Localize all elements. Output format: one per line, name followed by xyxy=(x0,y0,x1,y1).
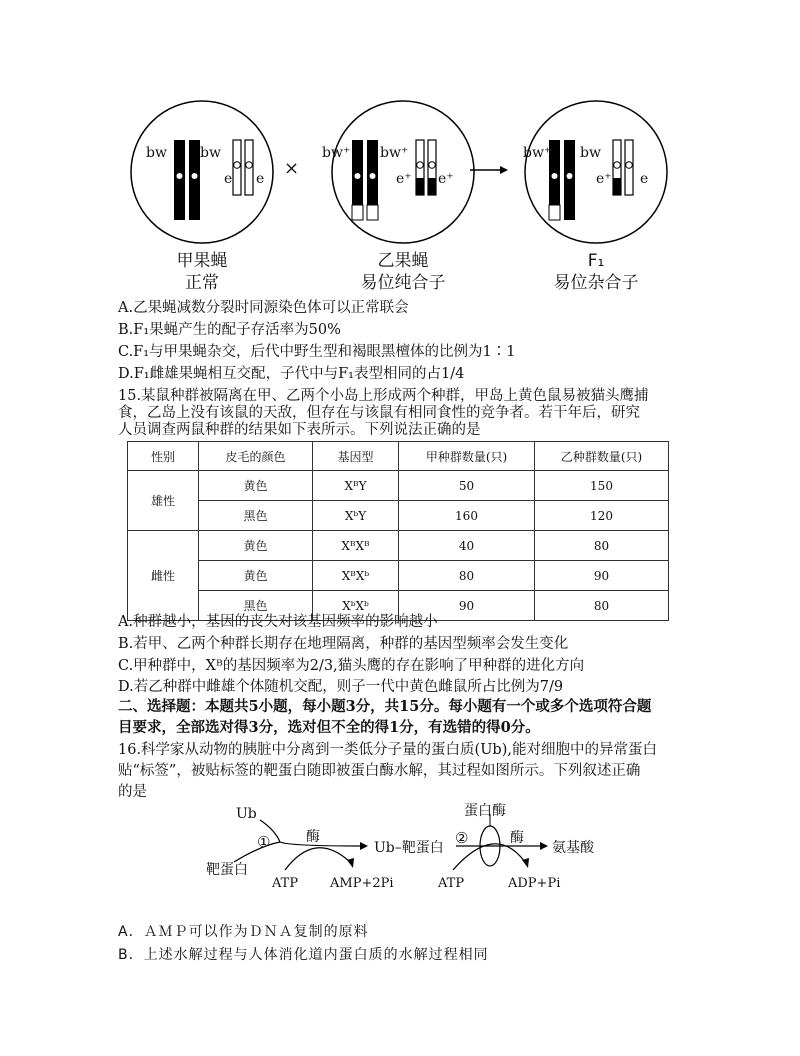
population-table xyxy=(127,441,669,621)
q14-option-c: C.F₁与甲果蝇杂交，后代中野生型和褐眼黑檀体的比例为1∶1 xyxy=(118,344,516,360)
cell-pop-a: 80 xyxy=(399,561,535,591)
section2-heading-1: 二、选择题：本题共5小题，每小题3分，共15分。每小题有一个或多个选项符合题 xyxy=(118,698,652,715)
cell-genotype: XᴮY xyxy=(313,471,399,501)
caption-f1-1: F₁ xyxy=(587,251,605,271)
diagram-step2: ② xyxy=(455,829,469,847)
cell-color: 黄色 xyxy=(199,471,313,501)
q15-stem-3: 人员调查两鼠种群的结果如下表所示。下列说法正确的是 xyxy=(118,422,481,438)
diagram-target: 靶蛋白 xyxy=(206,862,248,878)
diagram-product: Ub–靶蛋白 xyxy=(374,840,444,856)
label-bw-3a: bw⁺ xyxy=(523,145,552,161)
q16-option-b: B．上述水解过程与人体消化道内蛋白质的水解过程相同 xyxy=(118,947,489,963)
cell-color: 黄色 xyxy=(199,561,313,591)
label-e-2b: e⁺ xyxy=(438,171,454,187)
caption-yi-2: 易位纯合子 xyxy=(360,273,446,293)
q15-option-c: C.甲种群中，Xᴮ的基因频率为2/3,猫头鹰的存在影响了甲种群的进化方向 xyxy=(118,658,585,674)
q15-option-a: A.种群越小，基因的丧失对该基因频率的影响越小 xyxy=(118,614,438,630)
cell-pop-a: 160 xyxy=(399,501,535,531)
th-pop-a: 甲种群数量(只) xyxy=(399,442,535,471)
cell-color: 黑色 xyxy=(199,591,313,621)
cell-color: 黄色 xyxy=(199,531,313,561)
q14-option-d: D.F₁雌雄果蝇相互交配，子代中与F₁表型相同的占1/4 xyxy=(118,366,465,382)
q16-stem-2: 贴“标签”，被贴标签的靶蛋白随即被蛋白酶水解，其过程如图所示。下列叙述正确 xyxy=(118,763,641,779)
cell-color: 黑色 xyxy=(199,501,313,531)
th-pop-b: 乙种群数量(只) xyxy=(535,442,669,471)
cell-pop-b: 150 xyxy=(535,471,669,501)
label-bw-1b: bw xyxy=(200,145,221,161)
cell-genotype: XᵇXᵇ xyxy=(313,591,399,621)
th-sex: 性别 xyxy=(128,442,199,471)
th-genotype: 基因型 xyxy=(313,442,399,471)
diagram-enzyme1: 酶 xyxy=(306,829,320,845)
cell-sex: 雄性 xyxy=(128,471,199,531)
q16-option-a: A．ＡＭＰ可以作为ＤＮＡ复制的原料 xyxy=(118,924,369,940)
label-e-2a: e⁺ xyxy=(396,171,412,187)
caption-jia-2: 正常 xyxy=(185,273,219,293)
q15-option-b: B.若甲、乙两个种群长期存在地理隔离，种群的基因型频率会发生变化 xyxy=(118,636,569,652)
q16-stem-3: 的是 xyxy=(118,784,147,800)
cell-pop-b: 80 xyxy=(535,531,669,561)
cell-pop-b: 120 xyxy=(535,501,669,531)
q16-stem-1: 16.科学家从动物的胰脏中分离到一类低分子量的蛋白质(Ub),能对细胞中的异常蛋白 xyxy=(118,742,657,758)
cell-genotype: XᴮXᵇ xyxy=(313,561,399,591)
table-row xyxy=(128,561,669,591)
label-e-1b: e xyxy=(256,171,265,187)
section2-heading-2: 目要求，全部选对得3分，选对但不全的得1分，有选错的得0分。 xyxy=(118,719,540,736)
table-row xyxy=(128,501,669,531)
diagram-step1: ① xyxy=(257,833,271,851)
cell-jia xyxy=(131,101,273,243)
cell-genotype: XᵇY xyxy=(313,501,399,531)
label-bw-2a: bw⁺ xyxy=(322,145,351,161)
label-e-1a: e xyxy=(224,171,233,187)
label-e-3a: e⁺ xyxy=(596,171,612,187)
table-header-row xyxy=(128,442,669,471)
caption-jia-1: 甲果蝇 xyxy=(176,251,228,271)
table-row xyxy=(128,531,669,561)
cell-genotype: XᴮXᴮ xyxy=(313,531,399,561)
diagram-amp: AMP+2Pi xyxy=(330,876,394,891)
diagram-protease: 蛋白酶 xyxy=(464,803,506,819)
diagram-atp2: ATP xyxy=(438,876,465,891)
cross-symbol: × xyxy=(284,158,300,179)
diagram-amino-acid: 氨基酸 xyxy=(552,840,594,856)
caption-yi-1: 乙果蝇 xyxy=(377,251,429,271)
label-e-3b: e xyxy=(640,171,649,187)
cell-pop-a: 90 xyxy=(399,591,535,621)
label-bw-2b: bw⁺ xyxy=(380,145,409,161)
diagram-atp1: ATP xyxy=(272,876,299,891)
cell-sex: 雌性 xyxy=(128,531,199,621)
cell-pop-b: 80 xyxy=(535,591,669,621)
th-color: 皮毛的颜色 xyxy=(199,442,313,471)
diagram-ub: Ub xyxy=(236,806,257,822)
q15-stem-2: 食，乙岛上没有该鼠的天敌，但存在与该鼠有相同食性的竞争者。若干年后，研究 xyxy=(118,405,640,421)
label-bw-1a: bw xyxy=(146,145,167,161)
q14-option-b: B.F₁果蝇产生的配子存活率为50% xyxy=(118,322,341,338)
cell-pop-b: 90 xyxy=(535,561,669,591)
cell-pop-a: 40 xyxy=(399,531,535,561)
q15-option-d: D.若乙种群中雌雄个体随机交配，则子一代中黄色雌鼠所占比例为7/9 xyxy=(118,679,564,695)
caption-f1-2: 易位杂合子 xyxy=(553,273,639,293)
cell-pop-a: 50 xyxy=(399,471,535,501)
table-row xyxy=(128,471,669,501)
label-bw-3b: bw xyxy=(580,145,601,161)
diagram-adp: ADP+Pi xyxy=(508,876,561,891)
q14-option-a: A.乙果蝇减数分裂时同源染色体可以正常联会 xyxy=(118,300,409,316)
q15-stem-1: 15.某鼠种群被隔离在甲、乙两个小岛上形成两个种群，甲岛上黄色鼠易被猫头鹰捕 xyxy=(118,388,649,404)
diagram-enzyme2: 酶 xyxy=(510,830,524,846)
